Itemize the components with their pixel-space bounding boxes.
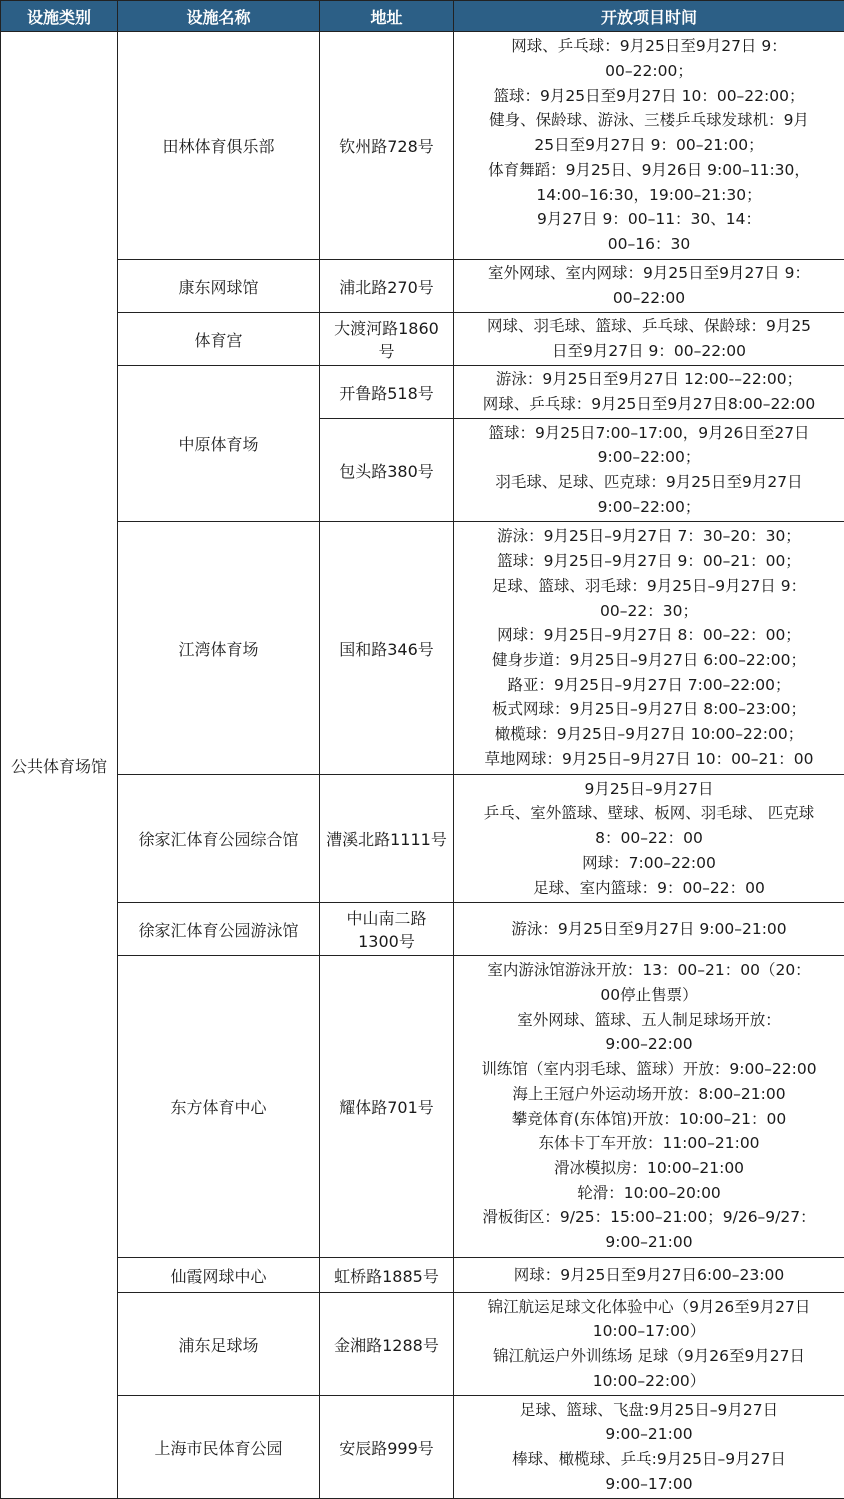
facility-name: 浦东足球场 [118, 1293, 320, 1396]
facility-address: 包头路380号 [320, 419, 454, 522]
table-row [1, 313, 844, 366]
address-line: 中山南二路 [346, 909, 427, 928]
address-line: 号 [378, 342, 395, 361]
facility-name: 仙霞网球中心 [118, 1258, 320, 1293]
hours-line: 00停止售票） [600, 985, 698, 1004]
hours-line: 室外网球、室内网球：9月25日至9月27日 9： [488, 264, 810, 283]
hours-line: 锦江航运户外训练场 足球（9月26至9月27日 [492, 1347, 806, 1365]
facility-address: 国和路346号 [320, 522, 454, 775]
facility-address: 开鲁路518号 [320, 366, 454, 419]
header-name: 设施名称 [118, 1, 320, 32]
table-row [1, 1258, 844, 1293]
opening-hours [454, 1293, 844, 1396]
hours-line: 25日至9月27日 9：00–21:00； [534, 136, 764, 155]
facility-name: 徐家汇体育公园综合馆 [118, 775, 320, 903]
opening-hours [454, 1396, 844, 1499]
facility-address: 金湘路1288号 [320, 1293, 454, 1396]
hours-line: 足球、室内篮球：9：00–22：00 [533, 878, 765, 897]
hours-line: 10:00–17:00） [592, 1322, 706, 1341]
hours-line: 攀竞体育(东体馆)开放：10:00–21：00 [511, 1109, 787, 1128]
hours-line: 9月25日–9月27日 [584, 779, 714, 798]
facility-name: 上海市民体育公园 [118, 1396, 320, 1499]
hours-line: 东体卡丁车开放：11:00–21:00 [538, 1134, 760, 1153]
hours-line: 足球、篮球、羽毛球：9月25日–9月27日 9： [491, 576, 807, 595]
hours-line: 网球：7:00–22:00 [582, 853, 716, 872]
opening-hours [454, 366, 844, 419]
hours-line: 9:00–22:00； [597, 497, 701, 516]
hours-line: 00–22:00 [612, 289, 686, 307]
opening-hours [454, 260, 844, 313]
hours-line: 滑冰模拟房：10:00–21:00 [553, 1158, 745, 1177]
hours-line: 羽毛球、足球、匹克球：9月25日至9月27日 [495, 473, 803, 491]
hours-line: 海上王冠户外运动场开放：8:00–21:00 [512, 1084, 786, 1103]
table-row [1, 260, 844, 313]
facility-category-cell: 公共体育场馆 [1, 32, 118, 1499]
hours-line: 游泳：9月25日至9月27日 12:00-–22:00； [495, 370, 803, 389]
hours-line: 轮滑：10:00–20:00 [577, 1183, 721, 1202]
opening-hours [454, 419, 844, 522]
table-row [1, 522, 844, 775]
hours-line: 网球：9月25日–9月27日 8：00–22：00； [497, 626, 801, 645]
header-category: 设施类别 [1, 1, 118, 32]
facility-address: 虹桥路1885号 [320, 1258, 454, 1293]
hours-line: 9:00–22:00； [597, 448, 701, 467]
table-row [1, 366, 844, 419]
hours-line: 9:00–17:00 [605, 1474, 693, 1493]
table-row [1, 1396, 844, 1499]
hours-line: 网球、羽毛球、篮球、乒乓球、保龄球：9月25 [486, 317, 812, 336]
hours-line: 体育舞蹈：9月25日、9月26日 9:00–11:30， [488, 160, 810, 179]
hours-line: 游泳：9月25日–9月27日 7：30–20：30； [497, 527, 801, 546]
facility-address: 漕溪北路1111号 [320, 775, 454, 903]
hours-line: 棒球、橄榄球、乒乓:9月25日–9月27日 [512, 1450, 786, 1468]
hours-line: 健身、保龄球、游泳、三楼乒乓球发球机：9月 [489, 111, 809, 130]
facility-address [320, 313, 454, 366]
opening-hours [454, 522, 844, 775]
table-row [1, 956, 844, 1258]
hours-line: 8：00–22：00 [595, 829, 703, 848]
table-row [1, 903, 844, 956]
hours-line: 00–22：30； [600, 601, 698, 620]
hours-line: 10:00–22:00） [592, 1371, 706, 1390]
opening-hours [454, 32, 844, 260]
header-hours: 开放项目时间 [454, 1, 844, 32]
facility-name: 康东网球馆 [118, 260, 320, 313]
facility-name: 东方体育中心 [118, 956, 320, 1258]
facility-name: 江湾体育场 [118, 522, 320, 775]
facility-address: 安辰路999号 [320, 1396, 454, 1499]
table-row [1, 32, 844, 260]
hours-line: 日至9月27日 9：00–22:00 [551, 342, 746, 360]
hours-line: 00–22:00； [605, 62, 693, 81]
hours-line: 健身步道：9月25日–9月27日 6:00–22:00； [491, 651, 807, 669]
opening-hours [454, 956, 844, 1258]
hours-line: 9月27日 9：00–11：30、14： [536, 210, 762, 229]
hours-line: 9:00–21:00 [605, 1233, 693, 1252]
hours-line: 锦江航运足球文化体验中心（9月26至9月27日 [487, 1297, 811, 1316]
facility-name: 徐家汇体育公园游泳馆 [118, 903, 320, 956]
opening-hours [454, 775, 844, 903]
hours-line: 9:00–22:00 [605, 1035, 693, 1054]
hours-line: 训练馆（室内羽毛球、篮球）开放：9:00–22:00 [481, 1060, 817, 1079]
hours-line: 板式网球：9月25日–9月27日 8:00–23:00； [491, 700, 807, 719]
hours-line: 路亚：9月25日–9月27日 7:00–22:00； [507, 675, 791, 694]
opening-hours [454, 1258, 844, 1293]
facility-name: 中原体育场 [118, 366, 320, 522]
hours-line: 橄榄球：9月25日–9月27日 10:00–22:00； [494, 725, 804, 744]
facility-address [320, 903, 454, 956]
hours-line: 网球：9月25日至9月27日6:00–23:00 [513, 1265, 785, 1284]
facility-address: 耀体路701号 [320, 956, 454, 1258]
facility-address: 钦州路728号 [320, 32, 454, 260]
hours-line: 网球、乒乓球：9月25日至9月27日 9： [511, 37, 787, 56]
facility-address: 浦北路270号 [320, 260, 454, 313]
hours-line: 网球、乒乓球：9月25日至9月27日8:00–22:00 [482, 395, 816, 413]
opening-hours [454, 313, 844, 366]
hours-line: 游泳：9月25日至9月27日 9:00–21:00 [511, 919, 787, 938]
header-address: 地址 [320, 1, 454, 32]
hours-line: 9:00–21:00 [605, 1425, 693, 1444]
opening-hours [454, 903, 844, 956]
hours-line: 草地网球：9月25日–9月27日 10：00–21：00 [484, 749, 814, 768]
hours-line: 篮球：9月25日–9月27日 9：00–21：00； [497, 552, 801, 571]
hours-line: 14:00–16:30，19:00–21:30； [536, 185, 762, 204]
hours-line: 篮球：9月25日至9月27日 10：00–22:00； [493, 86, 805, 105]
table-row [1, 775, 844, 903]
table-row [1, 1293, 844, 1396]
hours-line: 篮球：9月25日7:00–17:00，9月26日至27日 [488, 423, 810, 442]
hours-line: 室内游泳馆游泳开放：13：00–21：00（20： [487, 961, 811, 980]
header-row [1, 1, 844, 32]
address-line: 大渡河路1860 [334, 319, 439, 338]
hours-line: 乒乓、室外篮球、壁球、板网、羽毛球、 匹克球 [483, 804, 815, 823]
address-line: 1300号 [358, 932, 415, 951]
hours-line: 室外网球、篮球、五人制足球场开放： [517, 1010, 781, 1029]
hours-line: 00–16：30 [607, 234, 691, 253]
hours-line: 滑板街区：9/25：15:00–21:00；9/26–9/27： [482, 1208, 816, 1227]
hours-line: 足球、篮球、飞盘:9月25日–9月27日 [519, 1400, 779, 1419]
facility-name: 田林体育俱乐部 [118, 32, 320, 260]
facility-name: 体育宫 [118, 313, 320, 366]
